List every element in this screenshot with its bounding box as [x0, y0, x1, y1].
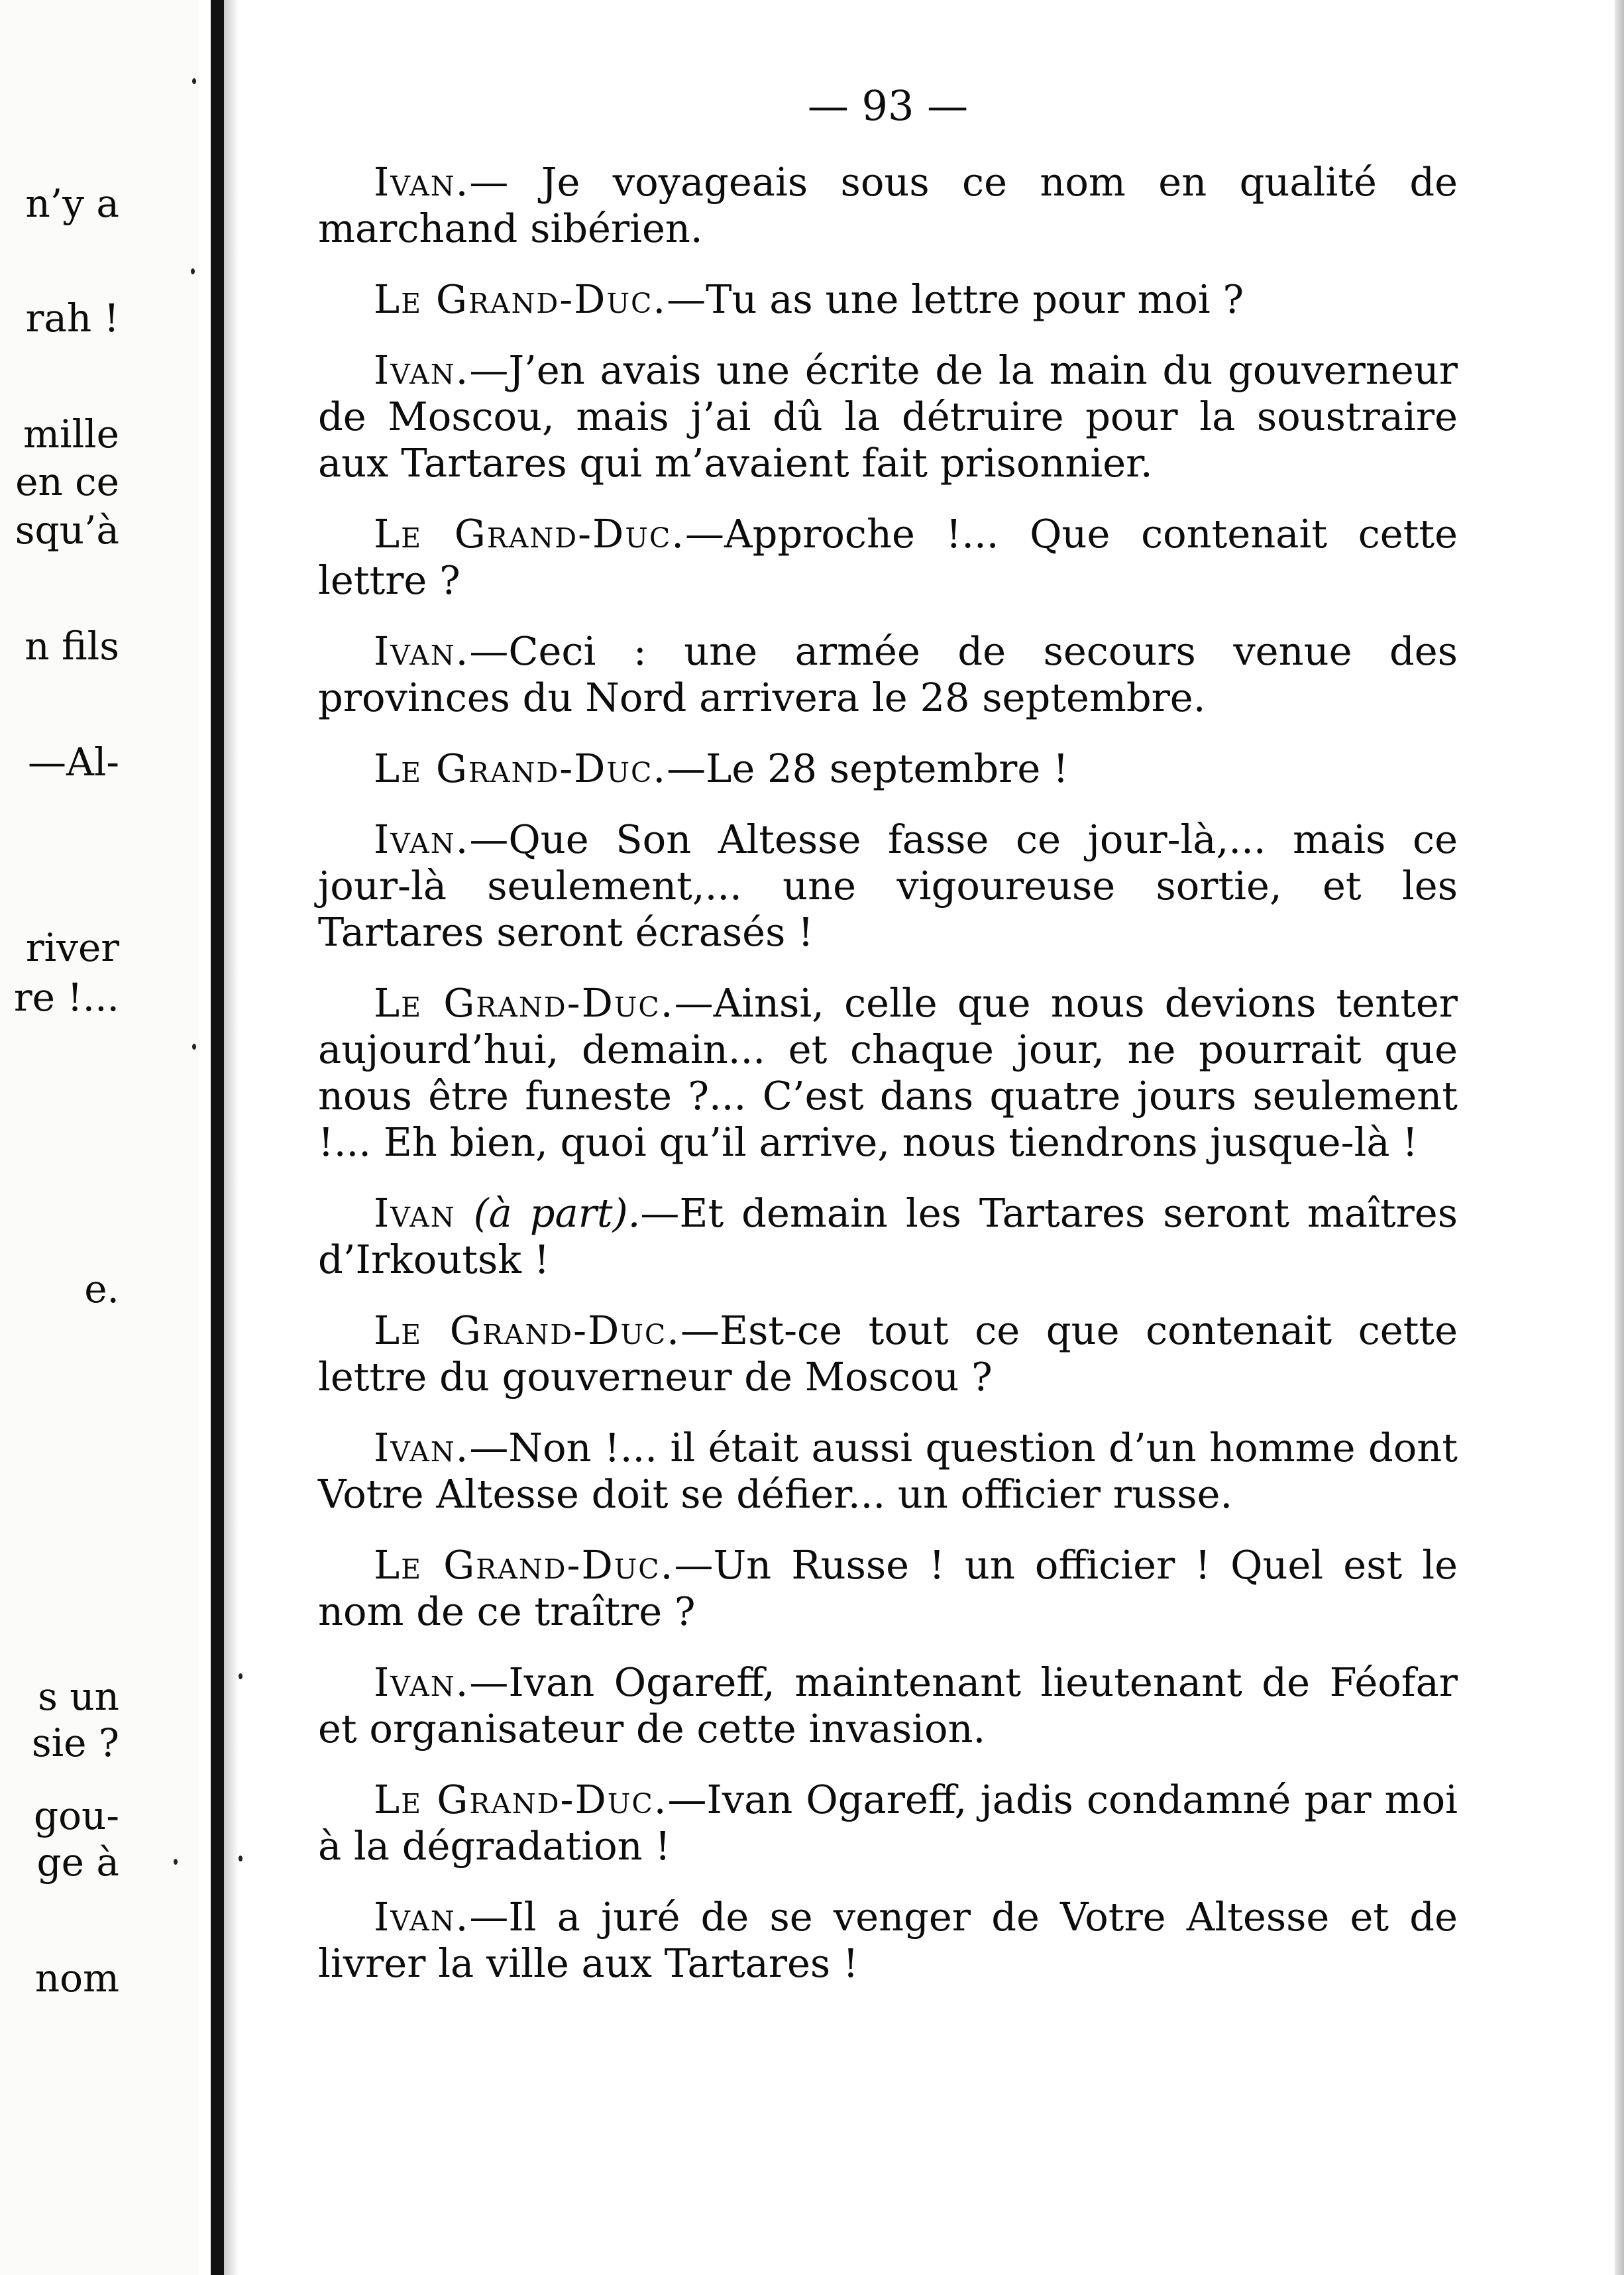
ink-speck — [239, 1856, 243, 1861]
speech-text: —Que Son Altesse fasse ce jour-là,... mais ce jour-là seulement,... une vigoureuse sortie, et les Tartares seront écrasés ! — [318, 816, 1458, 955]
facing-page-line: e. — [84, 1266, 119, 1311]
facing-page-line: sie ? — [31, 1720, 119, 1765]
speaker-name: Ivan. — [374, 816, 470, 862]
speech-text: —Est-ce tout ce que contenait cette lettre du gouverneur de Moscou ? — [318, 1307, 1458, 1400]
dialogue-paragraph — [318, 1190, 1458, 1283]
ink-speck — [174, 1859, 178, 1865]
speech-text: —Approche !... Que contenait cette lettre ? — [318, 511, 1458, 603]
facing-page-line: gou- — [34, 1793, 119, 1838]
speaker-name: Ivan. — [374, 1894, 470, 1940]
speaker-name: Le Grand-Duc. — [374, 746, 667, 791]
facing-page-line: en ce — [15, 459, 119, 504]
speaker-name: Le Grand-Duc. — [374, 1307, 681, 1353]
dialogue-paragraph — [318, 347, 1458, 486]
speech-text: —Ivan Ogareff, jadis condamné par moi à la dégradation ! — [318, 1777, 1458, 1869]
speaker-name: Ivan. — [374, 628, 470, 674]
dialogue-paragraph — [318, 980, 1458, 1166]
speaker-name: Le Grand-Duc. — [374, 1777, 668, 1822]
ink-speck — [239, 1673, 243, 1679]
page-edge — [1615, 0, 1624, 2275]
facing-page-line: n’y a — [25, 181, 119, 226]
speaker-name: Le Grand-Duc. — [374, 276, 667, 322]
facing-page-line: mille — [23, 412, 119, 457]
dialogue-paragraph — [318, 746, 1458, 792]
dialogue-paragraph — [318, 1659, 1458, 1752]
speaker-name: Le Grand-Duc. — [374, 1542, 675, 1588]
dialogue-paragraph — [318, 1307, 1458, 1400]
dialogue-paragraph — [318, 816, 1458, 956]
speech-text: —Non !... il était aussi question d’un homme dont Votre Altesse doit se défier... un officier russe. — [318, 1425, 1458, 1517]
facing-page-line: s un — [38, 1674, 119, 1719]
ink-speck — [192, 78, 196, 84]
page-number: — 93 — — [807, 82, 969, 130]
facing-page-line: —Al- — [27, 740, 119, 785]
book-page — [318, 73, 1458, 2011]
speaker-name: Le Grand-Duc. — [374, 511, 686, 557]
speaker-name: Le Grand-Duc. — [374, 980, 675, 1026]
speech-text: —Il a juré de se venger de Votre Altesse et de livrer la ville aux Tartares ! — [318, 1894, 1458, 1986]
speech-text: —Ainsi, celle que nous devions tenter aujourd’hui, demain... et chaque jour, ne pourrait que nous être funeste ?... C’est dans quatre jours seulement !... Eh bien, quoi qu’il arrive, nous tiendrons jusque-là ! — [318, 980, 1458, 1165]
facing-page-line: re !... — [13, 975, 119, 1020]
speech-text: —Un Russe ! un officier ! Quel est le nom de ce traître ? — [318, 1542, 1458, 1634]
facing-page-line: rah ! — [25, 296, 119, 341]
dialogue-paragraph — [318, 1777, 1458, 1869]
book-binding — [211, 0, 224, 2275]
speaker-name: Ivan. — [374, 1425, 470, 1470]
speech-text: — Je voyageais sous ce nom en qualité de marchand sibérien. — [318, 159, 1458, 251]
dialogue-paragraph — [318, 1894, 1458, 1987]
facing-page-line: ge à — [36, 1840, 119, 1885]
dialogue-paragraph — [318, 511, 1458, 604]
dialogue-text — [318, 159, 1458, 1987]
facing-page-line: squ’à — [15, 508, 119, 553]
facing-page-line: nom — [34, 1956, 119, 2001]
dialogue-paragraph — [318, 1425, 1458, 1518]
dialogue-paragraph — [318, 159, 1458, 252]
speech-text: —Le 28 septembre ! — [667, 746, 1069, 791]
dialogue-paragraph — [318, 628, 1458, 721]
speaker-name: Ivan. — [374, 159, 470, 205]
speech-text: —Ceci : une armée de secours venue des provinces du Nord arrivera le 28 septembre. — [318, 628, 1458, 720]
speech-text: —J’en avais une écrite de la main du gouverneur de Moscou, mais j’ai dû la détruire pour la soustraire aux Tartares qui m’avaient fait prisonnier. — [318, 347, 1458, 486]
speech-text: —Et demain les Tartares seront maîtres d’Irkoutsk ! — [318, 1190, 1458, 1282]
speech-text: —Tu as une lettre pour moi ? — [667, 276, 1244, 322]
speaker-name: Ivan. — [374, 1659, 470, 1705]
dialogue-paragraph — [318, 276, 1458, 323]
stage-direction: (à part). — [473, 1190, 641, 1236]
speaker-name: Ivan. — [374, 347, 470, 393]
ink-speck — [192, 1044, 196, 1050]
dialogue-paragraph — [318, 1542, 1458, 1635]
binding-shadow — [224, 0, 239, 2275]
ink-speck — [191, 268, 195, 274]
facing-page-line: n fils — [25, 624, 119, 669]
speech-text: —Ivan Ogareff, maintenant lieutenant de Féofar et organisateur de cette invasion. — [318, 1659, 1458, 1751]
speaker-name: Ivan — [374, 1190, 456, 1236]
facing-page-fragment — [0, 0, 199, 2275]
facing-page-line: river — [25, 925, 119, 970]
